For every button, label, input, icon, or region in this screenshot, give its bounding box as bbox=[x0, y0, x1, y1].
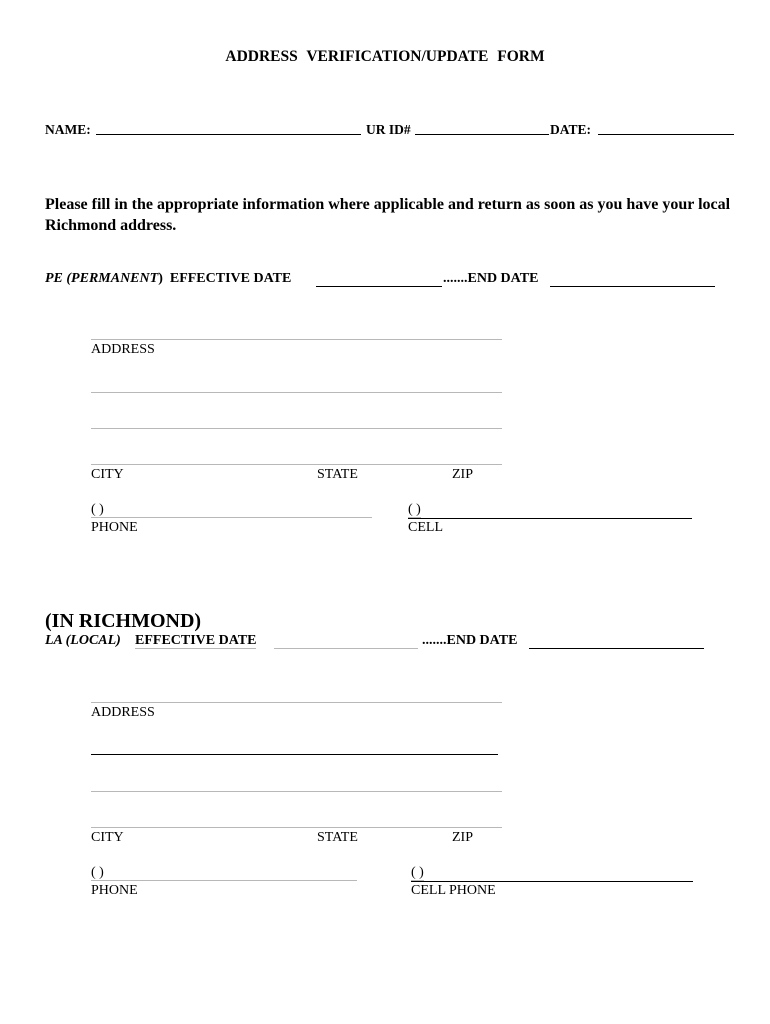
form-title: ADDRESS VERIFICATION/UPDATE FORM bbox=[225, 48, 545, 65]
permanent-effective-label: EFFECTIVE DATE bbox=[169, 271, 292, 286]
local-effective-label bbox=[135, 633, 256, 649]
date-field[interactable] bbox=[598, 134, 734, 135]
local-cell-paren: ( ) bbox=[411, 865, 424, 880]
permanent-phone-label: PHONE bbox=[91, 520, 138, 535]
local-state-label: STATE bbox=[317, 830, 358, 845]
permanent-effective-date-field[interactable] bbox=[316, 286, 442, 287]
local-cell-field[interactable] bbox=[411, 865, 693, 882]
local-effective-label-text: EFFECTIVE DATE bbox=[135, 633, 257, 648]
permanent-city-label: CITY bbox=[91, 467, 124, 482]
name-field[interactable] bbox=[96, 134, 361, 135]
permanent-end-date-field[interactable] bbox=[550, 286, 715, 287]
permanent-city-line[interactable] bbox=[91, 464, 502, 465]
local-end-label: .......END DATE bbox=[422, 633, 518, 648]
local-city-label: CITY bbox=[91, 830, 124, 845]
permanent-code: PE bbox=[45, 271, 63, 286]
date-label: DATE: bbox=[550, 122, 592, 137]
local-address-line-2[interactable] bbox=[91, 754, 498, 755]
urid-label: UR ID# bbox=[366, 122, 411, 137]
permanent-cell-paren: ( ) bbox=[408, 502, 421, 517]
name-label: NAME: bbox=[45, 122, 91, 137]
local-heading: (IN RICHMOND) bbox=[45, 610, 202, 632]
permanent-phone-field[interactable] bbox=[91, 502, 372, 518]
local-cell-label: CELL PHONE bbox=[411, 883, 496, 898]
permanent-effective-row bbox=[45, 271, 291, 287]
local-address-line-1[interactable] bbox=[91, 702, 502, 703]
permanent-address-label: ADDRESS bbox=[91, 342, 155, 357]
local-effective-date-field[interactable] bbox=[274, 648, 418, 649]
local-end-date-field[interactable] bbox=[529, 648, 704, 649]
local-phone-field[interactable] bbox=[91, 865, 357, 881]
local-zip-label: ZIP bbox=[452, 830, 473, 845]
permanent-phone-paren: ( ) bbox=[91, 503, 372, 518]
local-phone-paren: ( ) bbox=[91, 866, 357, 881]
permanent-cell-field[interactable] bbox=[408, 502, 692, 519]
local-phone-label: PHONE bbox=[91, 883, 138, 898]
instructions-text: Please fill in the appropriate information where applicable and return as soon as you have your local Richmond address. bbox=[45, 196, 731, 234]
local-address-label: ADDRESS bbox=[91, 705, 155, 720]
local-address-line-3[interactable] bbox=[91, 791, 502, 792]
permanent-type: (PERMANENT bbox=[66, 271, 159, 286]
urid-field[interactable] bbox=[415, 134, 549, 135]
permanent-address-line-3[interactable] bbox=[91, 428, 502, 429]
permanent-address-line-2[interactable] bbox=[91, 392, 502, 393]
permanent-close-paren: ) bbox=[158, 271, 163, 286]
permanent-zip-label: ZIP bbox=[452, 467, 473, 482]
permanent-state-label: STATE bbox=[317, 467, 358, 482]
permanent-end-label: .......END DATE bbox=[443, 271, 539, 286]
local-code: LA (LOCAL) bbox=[45, 633, 121, 648]
local-city-line[interactable] bbox=[91, 827, 502, 828]
permanent-cell-label: CELL bbox=[408, 520, 443, 535]
permanent-address-line-1[interactable] bbox=[91, 339, 502, 340]
